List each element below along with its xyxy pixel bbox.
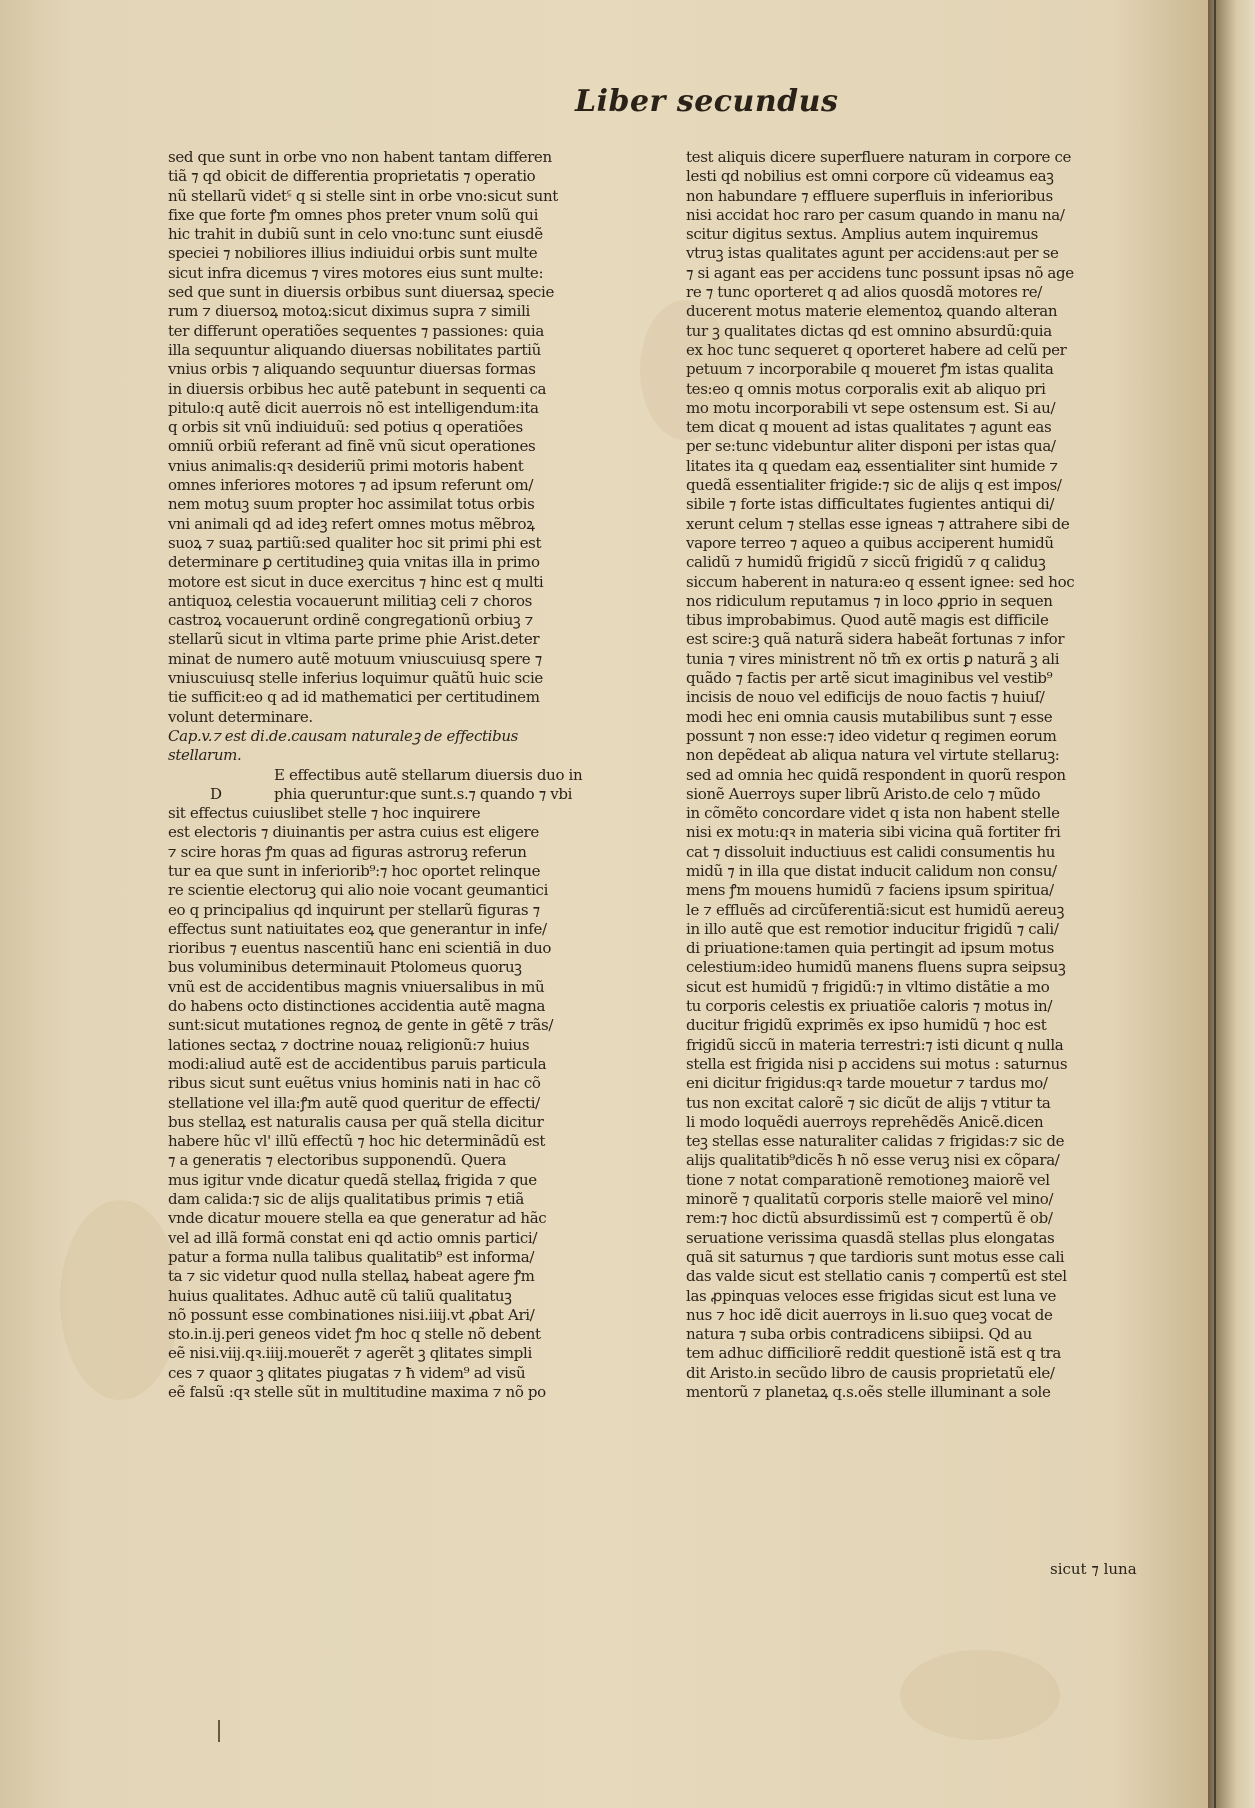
text-line: di priuatione:tamen quia pertingit ad ipsum motus [686, 939, 1054, 958]
text-line: ta ⁊ sic videtur quod nulla stellaꝝ habeat agere ꝭm [168, 1267, 535, 1286]
text-line: sed ad omnia hec quidã respondent in quorũ respon [686, 765, 1066, 784]
guide-letter: D [210, 784, 222, 803]
text-line: nũ stellarũ videt꜃ q si stelle sint in orbe vno:sicut sunt [168, 186, 558, 205]
text-line: quãdo ⁊ factis per artẽ sicut imaginibus vel vestib⁹ [686, 669, 1053, 688]
text-line: per se:tunc videbuntur aliter disponi per istas qua/ [686, 437, 1056, 456]
text-line: stellarũ sicut in vltima parte prime phie Arist.deter [168, 630, 540, 649]
text-line: litates ita q quedam eaꝝ essentialiter sint humide ⁊ [686, 456, 1058, 475]
catchword: sicut ⁊ luna [1050, 1560, 1137, 1578]
text-line: incisis de nouo vel edificijs de nouo factis ⁊ huiuſ/ [686, 688, 1045, 707]
text-line: rioribus ⁊ euentus nascentiũ hanc eni scientiã in duo [168, 939, 552, 958]
text-line: tur ꝫ qualitates dictas qd est omnino absurdũ:quia [686, 321, 1052, 340]
text-line: habere hũc vl' illũ effectũ ⁊ hoc hic determinãdũ est [168, 1132, 546, 1151]
text-line: eo q principalius qd inquirunt per stellarũ figuras ⁊ [168, 900, 540, 919]
text-line: nus ⁊ hoc idẽ dicit auerroys in li.suo queꝫ vocat de [686, 1305, 1053, 1324]
text-line: hic trahit in dubiũ sunt in celo vno:tunc sunt eiusdẽ [168, 225, 543, 244]
text-line: nisi ex motu:qꝛ in materia sibi vicina quã fortiter fri [686, 823, 1061, 842]
text-line: re ⁊ tunc oporteret q ad alios quosdã motores re/ [686, 283, 1042, 302]
text-line: sed que sunt in orbe vno non habent tantam differen [168, 148, 552, 166]
text-line: nõ possunt esse combinationes nisi.iiij.vt ꝓbat Ari/ [168, 1305, 535, 1324]
text-line: motore est sicut in duce exercitus ⁊ hinc est q multi [168, 572, 544, 591]
text-line: teꝫ stellas esse naturaliter calidas ⁊ frigidas:⁊ sic de [686, 1132, 1065, 1151]
text-line: vnius orbis ⁊ aliquando sequuntur diuersas formas [168, 360, 536, 379]
text-line: vnũ est de accidentibus magnis vniuersalibus in mũ [168, 977, 545, 996]
text-line: sed que sunt in diuersis orbibus sunt diuersaꝝ specie [168, 283, 554, 302]
text-line: sionẽ Auerroys super librũ Aristo.de celo ⁊ mũdo [686, 784, 1041, 803]
text-line: sicut infra dicemus ⁊ vires motores eius sunt multe: [168, 263, 544, 282]
text-line: tione ⁊ notat comparationẽ remotioneꝫ maiorẽ vel [686, 1170, 1050, 1189]
text-line: mus igitur vnde dicatur quedã stellaꝝ frigida ⁊ que [168, 1170, 537, 1189]
text-line: vni animali qd ad ideꝫ refert omnes motus mẽbroꝝ [168, 514, 535, 533]
text-line: suoꝝ ⁊ suaꝝ partiũ:sed qualiter hoc sit primi phi est [168, 533, 542, 552]
text-line: tur ea que sunt in inferiorib⁹:⁊ hoc oportet relinque [168, 861, 541, 880]
text-line: non depẽdeat ab aliqua natura vel virtute stellaruꝫ: [686, 746, 1060, 765]
text-line: determinare ꝑ certitudineꝫ quia vnitas illa in primo [168, 553, 540, 572]
text-line: ⁊ si agant eas per accidens tunc possunt ipsas nõ age [686, 263, 1074, 282]
text-line: mentorũ ⁊ planetaꝝ q.s.oẽs stelle illuminant a sole [686, 1383, 1051, 1401]
text-line: mo motu incorporabili vt sepe ostensum est. Si au/ [686, 398, 1056, 417]
text-line: do habens octo distinctiones accidentia autẽ magna [168, 997, 546, 1016]
text-line: natura ⁊ suba orbis contradicens sibiipsi. Qd au [686, 1325, 1032, 1344]
text-line: ex hoc tunc sequeret q oporteret habere ad celũ per [686, 340, 1067, 359]
text-line: cat ⁊ dissoluit inductiuus est calidi consumentis hu [686, 842, 1056, 861]
chapter-heading: Cap.v.⁊ est di.de.causam naturaleꝫ de effectibus [168, 726, 519, 745]
chapter-heading: stellarum. [168, 746, 242, 765]
text-line: sto.in.ij.peri geneos videt ꝭm hoc q stelle nõ debent [168, 1325, 541, 1344]
text-line: vel ad illã formã constat eni qd actio omnis partici/ [168, 1228, 538, 1247]
text-line: frigidũ siccũ in materia terrestri:⁊ isti dicunt q nulla [686, 1035, 1064, 1054]
text-line: nisi accidat hoc raro per casum quando in manu na/ [686, 205, 1065, 224]
text-line: tie sufficit:eo q ad id mathematici per certitudinem [168, 688, 540, 707]
text-line: possunt ⁊ non esse:⁊ ideo videtur q regimen eorum [686, 726, 1057, 745]
text-line: ducitur frigidũ exprimẽs ex ipso humidũ ⁊ hoc est [686, 1016, 1047, 1035]
text-line: midũ ⁊ in illa que distat inducit calidum non consu/ [686, 861, 1057, 880]
text-line: rem:⁊ hoc dictũ absurdissimũ est ⁊ compertũ ẽ ob/ [686, 1209, 1053, 1228]
text-line: scitur digitus sextus. Amplius autem inquiremus [686, 225, 1039, 244]
text-line: ces ⁊ quaor ꝫ qlitates piugatas ⁊ ħ videm⁹ ad visũ [168, 1363, 526, 1382]
text-line: est scire:ꝫ quã naturã sidera habeãt fortunas ⁊ infor [686, 630, 1065, 649]
text-line: ter differunt operatiões sequentes ⁊ passiones: quia [168, 321, 544, 340]
text-line: nem motuꝫ suum propter hoc assimilat totus orbis [168, 495, 535, 514]
text-line: bus stellaꝝ est naturalis causa per quã stella dicitur [168, 1112, 544, 1131]
text-line: petuum ⁊ incorporabile q moueret ꝭm istas qualita [686, 360, 1054, 379]
text-line: eẽ falsũ :qꝛ stelle sũt in multitudine maxima ⁊ nõ po [168, 1383, 546, 1401]
text-line: volunt determinare. [168, 707, 313, 726]
text-line: sit effectus cuiuslibet stelle ⁊ hoc inquirere [168, 804, 481, 823]
text-line: le ⁊ effluẽs ad circũferentiã:sicut est humidũ aereuꝫ [686, 900, 1065, 919]
text-line: lesti qd nobilius est omni corpore cũ videamus eaꝫ [686, 167, 1054, 186]
text-line: vnius animalis:qꝛ desideriũ primi motoris habent [168, 456, 524, 475]
text-line: in illo autẽ que est remotior inducitur frigidũ ⁊ cali/ [686, 919, 1059, 938]
text-line: in cõmẽto concordare videt q ista non habent stelle [686, 804, 1060, 823]
text-line: minorẽ ⁊ qualitatũ corporis stelle maiorẽ vel mino/ [686, 1190, 1054, 1209]
text-line: las ꝓpinquas veloces esse frigidas sicut est luna ve [686, 1286, 1057, 1305]
text-line: in diuersis orbibus hec autẽ patebunt in sequenti ca [168, 379, 547, 398]
text-line: test aliquis dicere superfluere naturam in corpore ce [686, 148, 1072, 166]
text-line: huius qualitates. Adhuc autẽ cũ taliũ qualitatuꝫ [168, 1286, 512, 1305]
text-line: siccum haberent in natura:eo q essent ignee: sed hoc [686, 572, 1075, 591]
text-line: ⁊ a generatis ⁊ electoribus supponendũ. Quera [168, 1151, 507, 1170]
chapter-opening-line: E effectibus autẽ stellarum diuersis duo in [274, 765, 583, 784]
text-line: modi hec eni omnia causis mutabilibus sunt ⁊ esse [686, 707, 1053, 726]
text-line: tibus improbabimus. Quod autẽ magis est difficile [686, 611, 1049, 630]
text-line: mens ꝭm mouens humidũ ⁊ faciens ipsum spiritua/ [686, 881, 1054, 900]
text-line: lationes sectaꝝ ⁊ doctrine nouaꝝ religionũ:⁊ huius [168, 1035, 530, 1054]
text-line: tus non excitat calorẽ ⁊ sic dicũt de alijs ⁊ vtitur ta [686, 1093, 1051, 1112]
text-line: ducerent motus materie elementoꝝ quando alteran [686, 302, 1058, 321]
text-line: modi:aliud autẽ est de accidentibus paruis particula [168, 1054, 547, 1073]
text-line: est electoris ⁊ diuinantis per astra cuius est eligere [168, 823, 539, 842]
text-line: ribus sicut sunt euẽtus vnius hominis nati in hac cõ [168, 1074, 541, 1093]
text-line: tiã ⁊ qd obicit de differentia proprietatis ⁊ operatio [168, 167, 536, 186]
book-gutter [1208, 0, 1255, 1808]
text-line: dit Aristo.in secũdo libro de causis proprietatũ ele/ [686, 1363, 1055, 1382]
text-line: vniuscuiusq stelle inferius loquimur quãtũ huic scie [168, 669, 543, 688]
text-line: dam calida:⁊ sic de alijs qualitatibus primis ⁊ etiã [168, 1190, 524, 1209]
text-line: quã sit saturnus ⁊ que tardioris sunt motus esse cali [686, 1247, 1065, 1266]
text-line: re scientie electoruꝫ qui alio noie vocant geumantici [168, 881, 549, 900]
text-line: patur a forma nulla talibus qualitatib⁹ est informa/ [168, 1247, 535, 1266]
text-line: tunia ⁊ vires ministrent nõ tm̃ ex ortis ꝑ naturã ꝫ ali [686, 649, 1060, 668]
text-line: illa sequuntur aliquando diuersas nobilitates partiũ [168, 340, 541, 359]
text-line: speciei ⁊ nobiliores illius indiuidui orbis sunt multe [168, 244, 538, 263]
text-line: antiquoꝝ celestia vocauerunt militiaꝫ celi ⁊ choros [168, 591, 532, 610]
text-line: quedã essentialiter frigide:⁊ sic de alijs q est impos/ [686, 476, 1062, 495]
text-line: bus voluminibus determinauit Ptolomeus quoruꝫ [168, 958, 522, 977]
text-line: fixe que forte ꝭm omnes phos preter vnum solũ qui [168, 205, 539, 224]
text-line: q orbis sit vnũ indiuiduũ: sed potius q operatiões [168, 418, 523, 437]
text-line: sunt:sicut mutationes regnoꝝ de gente in gẽtẽ ⁊ trãs/ [168, 1016, 554, 1035]
text-line: effectus sunt natiuitates eoꝝ que generantur in infe/ [168, 919, 547, 938]
text-line: calidũ ⁊ humidũ frigidũ ⁊ siccũ frigidũ ⁊ q caliduꝫ [686, 553, 1046, 572]
text-line: tem dicat q mouent ad istas qualitates ⁊ agunt eas [686, 418, 1052, 437]
text-line: stellatione vel illa:ꝭm autẽ quod queritur de effecti/ [168, 1093, 540, 1112]
text-line: eẽ nisi.viij.qꝛ.iiij.mouerẽt ⁊ agerẽt ꝫ qlitates simpli [168, 1344, 532, 1363]
text-line: stella est frigida nisi p accidens sui motus : saturnus [686, 1054, 1068, 1073]
text-line: alijs qualitatib⁹dicẽs ħ nõ esse veruꝫ nisi ex cõpara/ [686, 1151, 1060, 1170]
text-line: tem adhuc difficiliorẽ reddit questionẽ istã est q tra [686, 1344, 1061, 1363]
text-line: seruatione verissima quasdã stellas plus elongatas [686, 1228, 1055, 1247]
text-line: li modo loquẽdi auerroys reprehẽdẽs Anicẽ.dicen [686, 1112, 1044, 1131]
text-line: omniũ orbiũ referant ad finẽ vnũ sicut operationes [168, 437, 536, 456]
text-line: vapore terreo ⁊ aqueo a quibus acciperent humidũ [686, 533, 1054, 552]
text-line: nos ridiculum reputamus ⁊ in loco ꝓprio in sequen [686, 591, 1053, 610]
text-line: vtruꝫ istas qualitates agunt per accidens:aut per se [686, 244, 1059, 263]
text-line: das valde sicut est stellatio canis ⁊ compertũ est stel [686, 1267, 1067, 1286]
text-line: D phia queruntur:que sunt.s.⁊ quando ⁊ vbi [210, 784, 573, 803]
right-column [686, 148, 1114, 1402]
text-line: castroꝝ vocauerunt ordinẽ congregationũ orbiuꝫ ⁊ [168, 611, 533, 630]
text-line: rum ⁊ diuersoꝝ motoꝝ:sicut diximus supra ⁊ simili [168, 302, 530, 321]
text-line: sibile ⁊ forte istas difficultates fugientes antiqui di/ [686, 495, 1055, 514]
text-line: ⁊ scire horas ꝭm quas ad figuras astroruꝫ referun [168, 842, 527, 861]
text-line: eni dicitur frigidus:qꝛ tarde mouetur ⁊ tardus mo/ [686, 1074, 1048, 1093]
text-line: omnes inferiores motores ⁊ ad ipsum referunt om/ [168, 476, 534, 495]
text-line: non habundare ⁊ effluere superfluis in inferioribus [686, 186, 1053, 205]
text-line: minat de numero autẽ motuum vniuscuiusq spere ⁊ [168, 649, 542, 668]
text-line: pitulo:q autẽ dicit auerrois nõ est intelligendum:ita [168, 398, 539, 417]
text-line: tes:eo q omnis motus corporalis exit ab aliquo pri [686, 379, 1046, 398]
margin-mark [218, 1720, 220, 1742]
text-line: sicut est humidũ ⁊ frigidũ:⁊ in vltimo distãtie a mo [686, 977, 1050, 996]
text-line: tu corporis celestis ex priuatiõe caloris ⁊ motus in/ [686, 997, 1053, 1016]
text-line: vnde dicatur mouere stella ea que generatur ad hãc [168, 1209, 547, 1228]
text-line: celestium:ideo humidũ manens fluens supra seipsuꝫ [686, 958, 1066, 977]
left-column [168, 148, 646, 1402]
running-head: Liber secundus [575, 84, 839, 119]
text-line: xerunt celum ⁊ stellas esse igneas ⁊ attrahere sibi de [686, 514, 1070, 533]
